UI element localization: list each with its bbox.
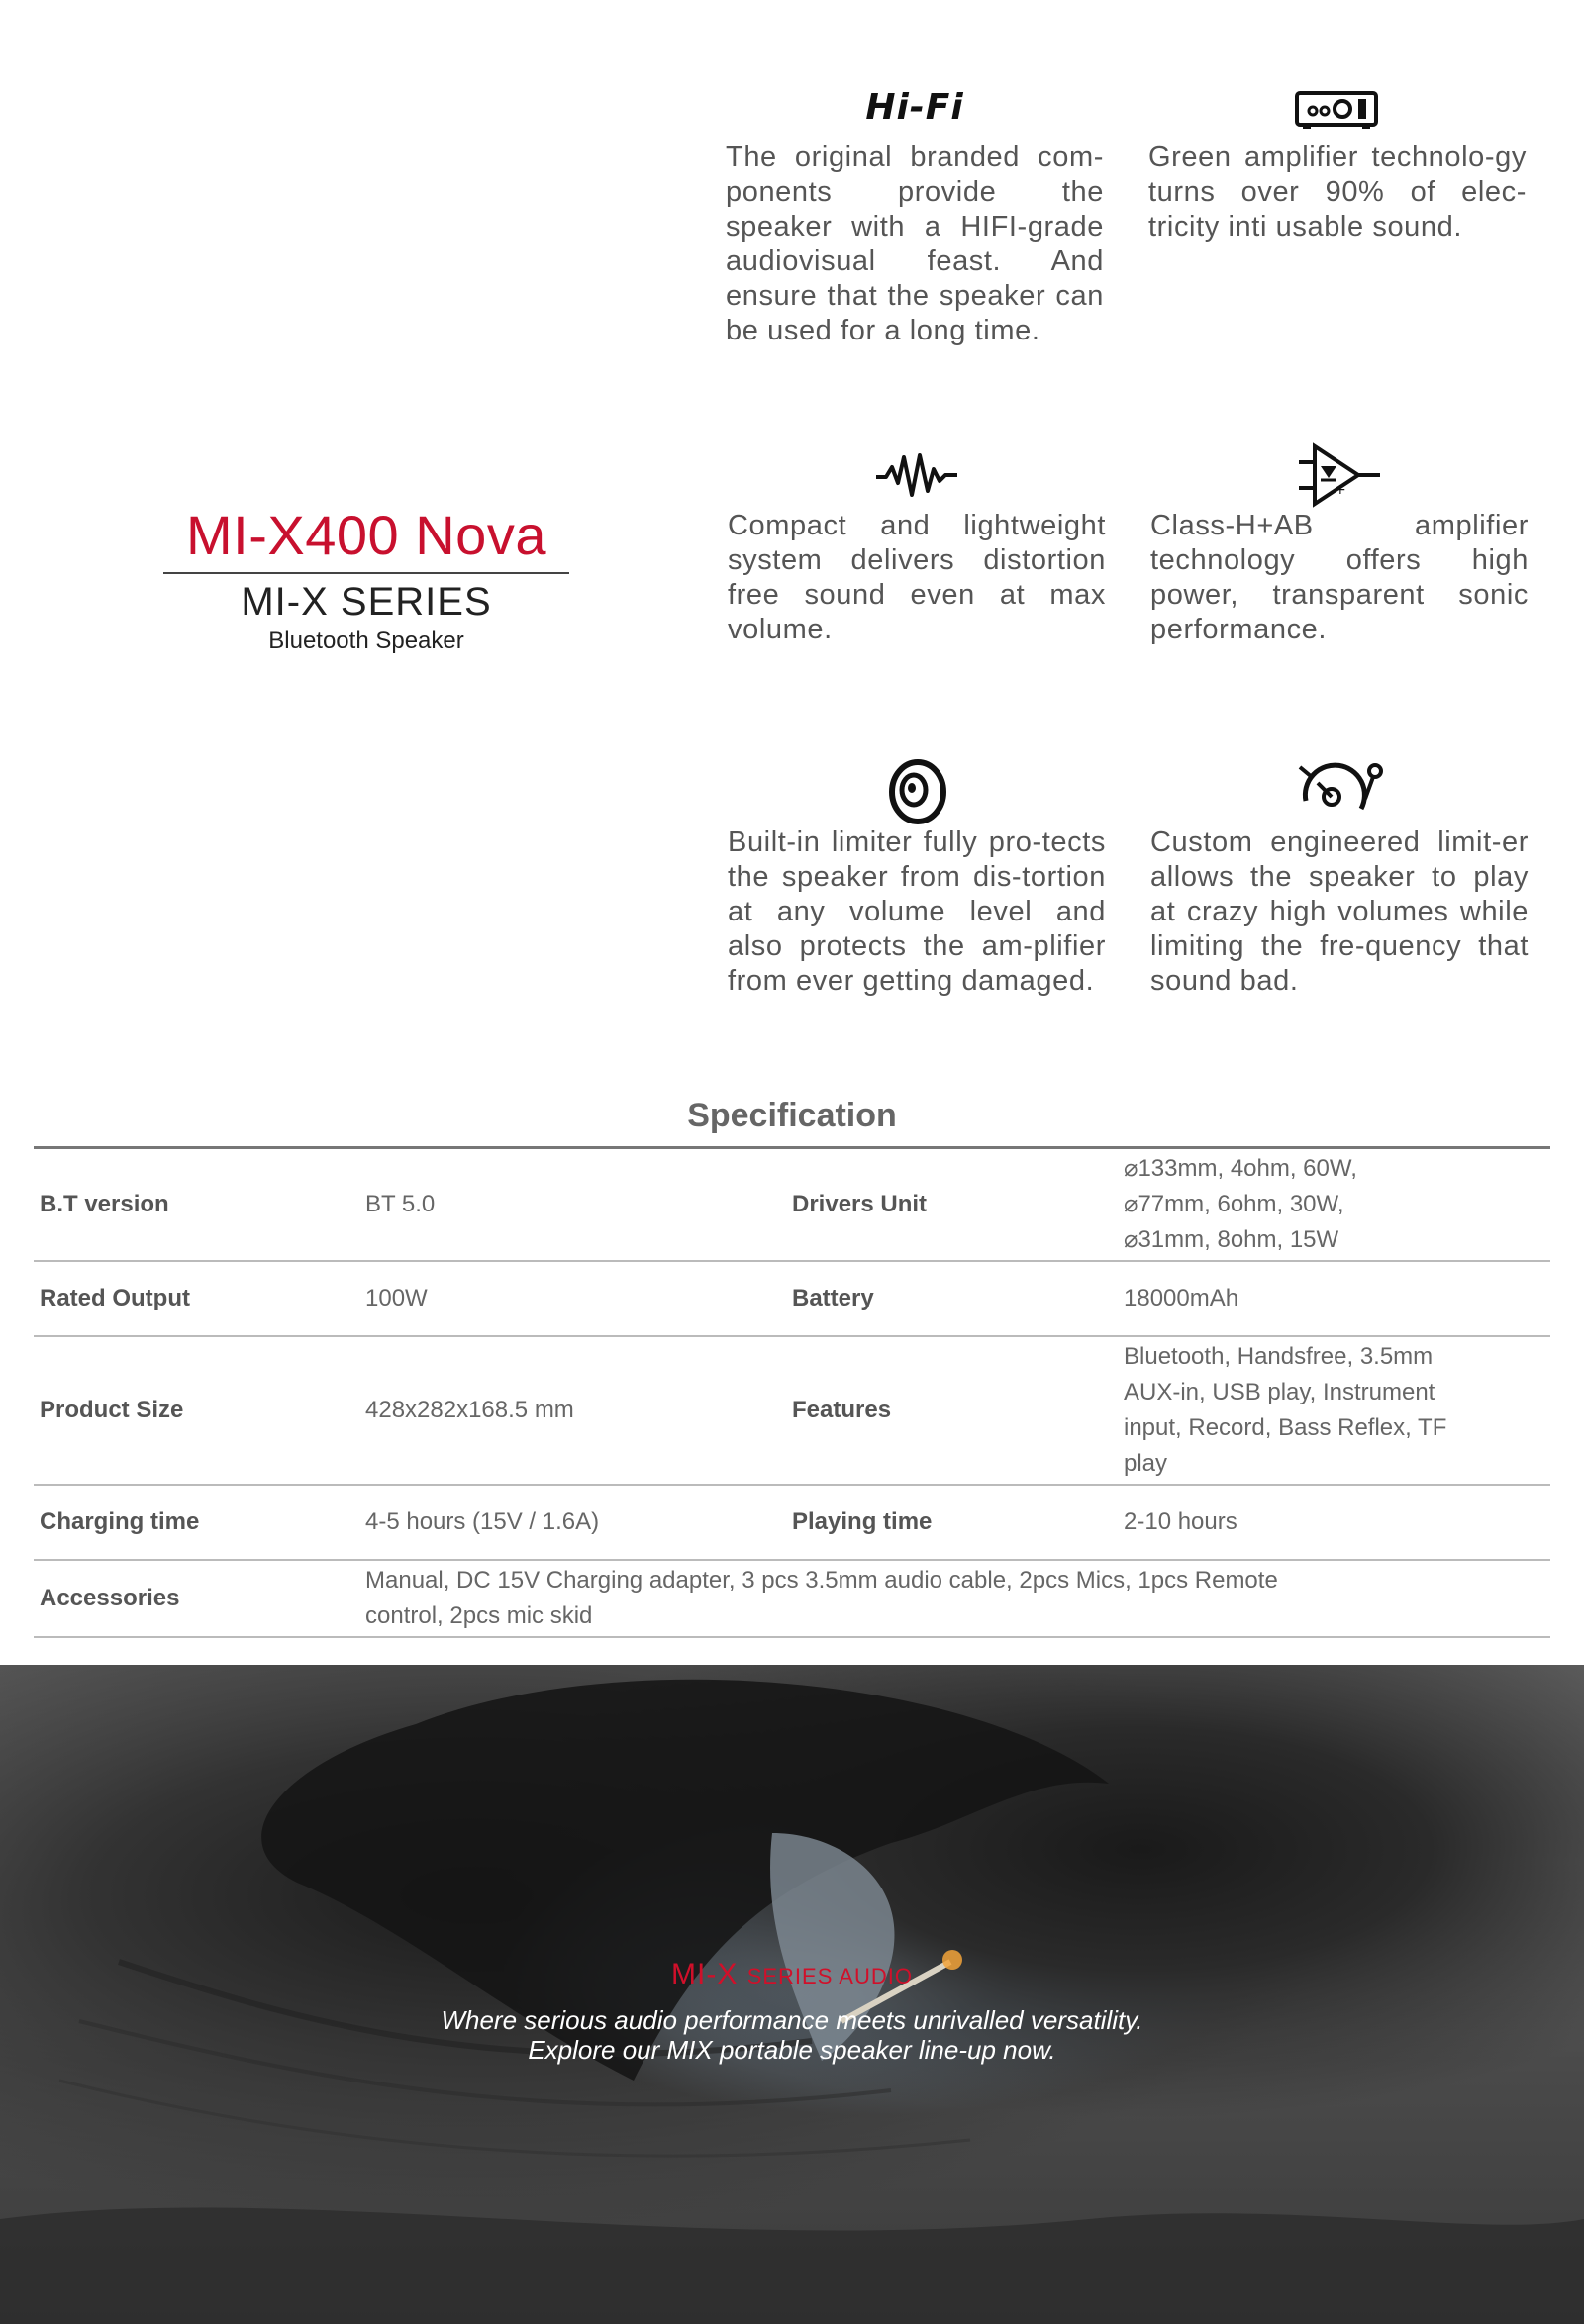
- feature-limiter: [728, 764, 1106, 999]
- table-row: [34, 1337, 1550, 1486]
- table-row: [34, 1486, 1550, 1561]
- spec-key: Drivers Unit: [792, 1191, 928, 1217]
- feature-class-amplifier: [1150, 447, 1529, 647]
- feature-text: The original branded com-ponents provide the speaker with a HIFI-grade audiovisual feast. And ensure that the speaker can be used for a long time.: [726, 142, 1104, 346]
- feature-text: Compact and lightweight system delivers distortion free sound even at max volume.: [728, 510, 1106, 645]
- spec-table: [34, 1149, 1550, 1638]
- feature-text: Class-H+AB amplifier technology offers high power, transparent sonic performance.: [1150, 510, 1529, 645]
- spec-value: 428x282x168.5 mm: [365, 1397, 574, 1423]
- spec-key: Rated Output: [40, 1285, 190, 1311]
- product-series: MI-X SERIES: [241, 579, 492, 624]
- spec-value: 2-10 hours: [1124, 1508, 1238, 1535]
- spec-value: ⌀133mm, 4ohm, 60W, ⌀77mm, 6ohm, 30W, ⌀31mm, 8ohm, 15W: [1124, 1155, 1357, 1253]
- table-row: [34, 1149, 1550, 1262]
- product-model: MI-X400 Nova: [186, 504, 546, 566]
- promo-banner: [0, 1665, 1584, 2324]
- banner-tagline-1: Where serious audio performance meets unrivalled versatility.: [441, 2005, 1143, 2035]
- spec-key: Product Size: [40, 1397, 184, 1423]
- product-subtitle: Bluetooth Speaker: [268, 627, 464, 654]
- feature-text: Built-in limiter fully pro-tects the speaker from dis-tortion at any volume level and also protects the am-plifier from ever getting damaged.: [728, 826, 1106, 997]
- table-row: [34, 1262, 1550, 1337]
- op-amp-icon: [1150, 447, 1529, 503]
- spec-value: 4-5 hours (15V / 1.6A): [365, 1508, 600, 1535]
- svg-text:+: +: [1335, 482, 1346, 498]
- feature-text: Green amplifier technolo-gy turns over 90% of elec-tricity inti usable sound.: [1148, 142, 1527, 242]
- feature-custom-limiter: [1150, 764, 1529, 999]
- spec-key: Battery: [792, 1285, 874, 1311]
- spec-key: Accessories: [40, 1585, 180, 1611]
- spec-value: 100W: [365, 1285, 428, 1311]
- banner-brand: MI-X SERIES AUDIO: [671, 1958, 913, 1990]
- hifi-logo-icon: Hi-Fi: [865, 86, 964, 128]
- volume-limiter-icon: [1150, 764, 1529, 820]
- spec-value: BT 5.0: [365, 1191, 436, 1217]
- spec-value: Bluetooth, Handsfree, 3.5mm AUX-in, USB play, Instrument input, Record, Bass Reflex, TF play: [1124, 1343, 1447, 1477]
- feature-green-amplifier: [1148, 79, 1527, 244]
- spec-key: Features: [792, 1397, 892, 1423]
- spec-key: B.T version: [40, 1191, 169, 1217]
- feature-hifi: [726, 79, 1104, 348]
- spec-key: Charging time: [40, 1508, 200, 1535]
- spec-value: Manual, DC 15V Charging adapter, 3 pcs 3.5mm audio cable, 2pcs Mics, 1pcs Remote control, 2pcs mic skid: [365, 1567, 1278, 1629]
- product-title-block: [148, 505, 584, 655]
- feature-compact: [728, 447, 1106, 647]
- title-divider: [163, 572, 569, 574]
- speaker-cone-icon: [728, 764, 1106, 820]
- waveform-icon: [728, 447, 1106, 503]
- table-row: [34, 1561, 1550, 1638]
- banner-tagline-2: Explore our MIX portable speaker line-up now.: [528, 2035, 1056, 2065]
- feature-text: Custom engineered limit-er allows the speaker to play at crazy high volumes while limiting the fre-quency that sound bad.: [1150, 826, 1529, 997]
- spec-title: Specification: [687, 1097, 897, 1134]
- spec-value: 18000mAh: [1124, 1285, 1239, 1311]
- amplifier-icon: [1148, 79, 1527, 135]
- banner-artwork: [0, 1665, 1584, 2324]
- spec-key: Playing time: [792, 1508, 933, 1535]
